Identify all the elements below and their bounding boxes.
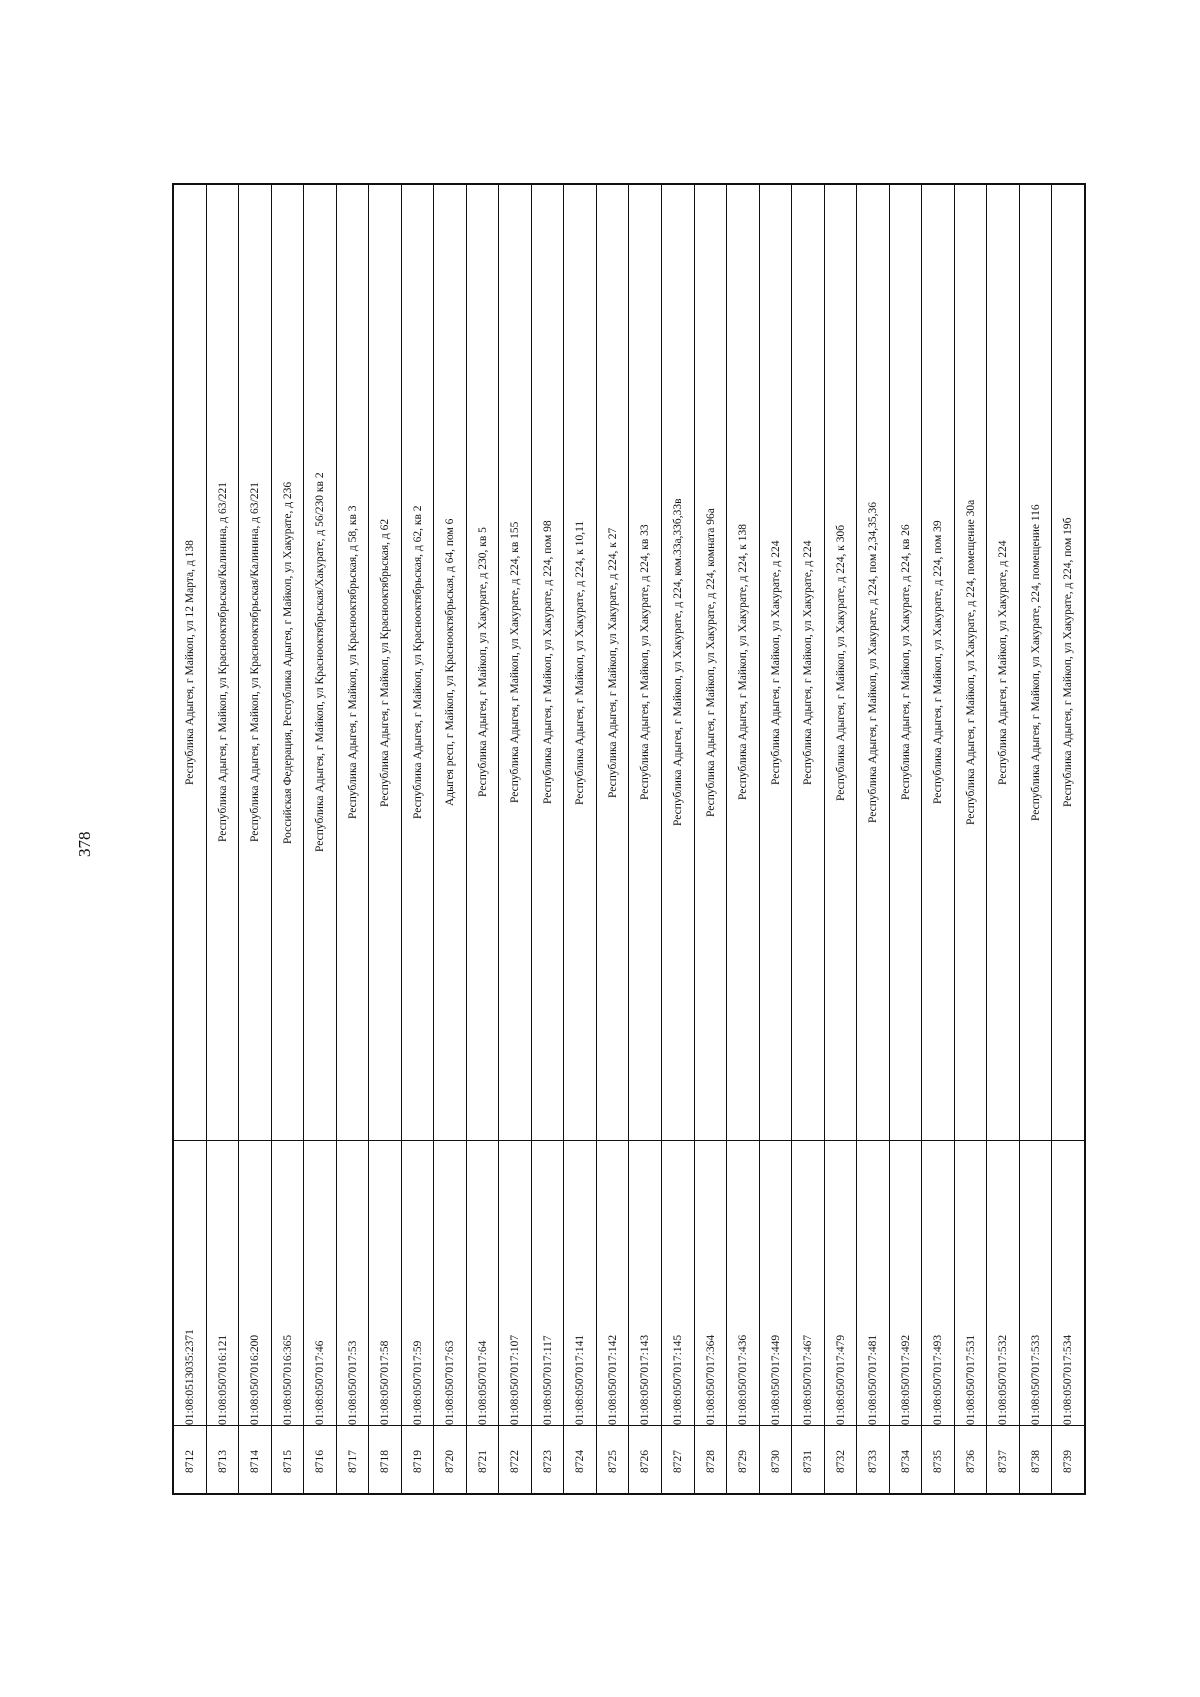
row-number-cell xyxy=(467,1425,499,1497)
row-number-text: 8722 xyxy=(509,1450,522,1473)
address-text: Республика Адыгея, г Майкоп, ул Краснооктябрьская, д 62 xyxy=(379,518,392,807)
cadastral-number-text: 01:08:0507017:58 xyxy=(379,1340,392,1425)
table-row xyxy=(890,185,923,1493)
cadastral-number-cell xyxy=(597,1140,629,1425)
row-number-cell xyxy=(987,1425,1019,1497)
table-row xyxy=(629,185,662,1493)
row-number-cell xyxy=(629,1425,661,1497)
row-number-cell xyxy=(662,1425,694,1497)
row-number-text: 8727 xyxy=(671,1450,684,1473)
row-number-text: 8735 xyxy=(932,1450,945,1473)
cadastral-number-text: 01:08:0507017:479 xyxy=(834,1334,847,1425)
cadastral-number-text: 01:08:0507017:532 xyxy=(997,1334,1010,1425)
address-text: Республика Адыгея, г Майкоп, ул Хакурате, д 224, к 138 xyxy=(737,524,750,801)
row-number-text: 8715 xyxy=(281,1450,294,1473)
cadastral-number-cell xyxy=(857,1140,889,1425)
row-number-cell xyxy=(792,1425,824,1497)
row-number-text: 8738 xyxy=(1029,1450,1042,1473)
table-row xyxy=(987,185,1020,1493)
table-row xyxy=(532,185,565,1493)
address-text: Республика Адыгея, г Майкоп, ул 12 Марта, д 138 xyxy=(184,540,196,785)
table-row xyxy=(499,185,532,1493)
table-row xyxy=(727,185,760,1493)
cadastral-number-text: 01:08:0507017:107 xyxy=(509,1334,522,1425)
address-text: Адыгея респ, г Майкоп, ул Краснооктябрьская, д 64, пом 6 xyxy=(444,518,457,807)
address-cell xyxy=(499,185,531,1140)
row-number-cell xyxy=(304,1425,336,1497)
cadastral-number-cell xyxy=(890,1140,922,1425)
row-number-text: 8719 xyxy=(411,1450,424,1473)
address-cell xyxy=(434,185,466,1140)
row-number-cell xyxy=(922,1425,954,1497)
row-number-cell xyxy=(272,1425,304,1497)
cadastral-number-text: 01:08:0507017:534 xyxy=(1062,1334,1075,1425)
cadastral-number-text: 01:08:0507017:117 xyxy=(541,1335,554,1425)
table-row xyxy=(272,185,305,1493)
address-cell xyxy=(955,185,987,1140)
row-number-text: 8729 xyxy=(737,1450,750,1473)
address-text: Республика Адыгея, г Майкоп, ул Хакурате, д 224, помещение 30а xyxy=(964,499,977,826)
row-number-text: 8733 xyxy=(867,1450,880,1473)
cadastral-number-text: 01:08:0507017:64 xyxy=(476,1340,489,1425)
address-text: Республика Адыгея, г Майкоп, ул Хакурате, д 224, кв 26 xyxy=(899,524,912,801)
table-row xyxy=(304,185,337,1493)
cadastral-number-cell xyxy=(922,1140,954,1425)
address-text: Республика Адыгея, г Майкоп, ул Хакурате, д 224, к 27 xyxy=(606,527,619,798)
table-row xyxy=(402,185,435,1493)
row-number-cell xyxy=(825,1425,857,1497)
address-cell xyxy=(304,185,336,1140)
cadastral-number-text: 01:08:0507017:145 xyxy=(671,1334,684,1425)
address-cell xyxy=(1052,185,1084,1140)
row-number-text: 8734 xyxy=(899,1450,912,1473)
address-cell xyxy=(629,185,661,1140)
row-number-text: 8717 xyxy=(346,1450,359,1473)
row-number-text: 8724 xyxy=(574,1450,587,1473)
row-number-text: 8716 xyxy=(314,1450,327,1473)
row-number-cell xyxy=(337,1425,369,1497)
cadastral-number-cell xyxy=(825,1140,857,1425)
table-row xyxy=(337,185,370,1493)
address-text: Республика Адыгея, г Майкоп, ул Хакурате, д 230, кв 5 xyxy=(476,527,489,798)
cadastral-number-text: 01:08:0507017:467 xyxy=(802,1334,815,1425)
cadastral-number-cell xyxy=(564,1140,596,1425)
address-text: Республика Адыгея, г Майкоп, ул Хакурате, д 224 xyxy=(802,540,815,785)
cadastral-number-text: 01:08:0507017:143 xyxy=(639,1334,652,1425)
row-number-cell xyxy=(499,1425,531,1497)
row-number-cell xyxy=(695,1425,727,1497)
cadastral-number-text: 01:08:0507017:141 xyxy=(574,1334,587,1425)
cadastral-number-cell xyxy=(987,1140,1019,1425)
row-number-text: 8732 xyxy=(834,1450,847,1473)
cadastral-number-cell xyxy=(792,1140,824,1425)
row-number-text: 8714 xyxy=(249,1450,262,1473)
address-cell xyxy=(760,185,792,1140)
row-number-text: 8728 xyxy=(704,1450,717,1473)
row-number-cell xyxy=(402,1425,434,1497)
table-row xyxy=(955,185,988,1493)
page-number: 378 xyxy=(75,831,94,857)
cadastral-number-text: 01:08:0507016:200 xyxy=(249,1334,262,1425)
address-cell xyxy=(402,185,434,1140)
address-cell xyxy=(564,185,596,1140)
cadastral-number-text: 01:08:0507017:364 xyxy=(704,1334,717,1425)
cadastral-number-text: 01:08:0507017:59 xyxy=(411,1340,424,1425)
address-cell xyxy=(532,185,564,1140)
address-cell xyxy=(467,185,499,1140)
address-text: Республика Адыгея, г Майкоп, ул Хакурате, д 224, пом 2,34,35,36 xyxy=(867,502,880,823)
table-row xyxy=(467,185,500,1493)
row-number-cell xyxy=(369,1425,401,1497)
address-text: Республика Адыгея, г Майкоп, ул Краснооктябрьская, д 58, кв 3 xyxy=(346,505,359,820)
row-number-text: 8731 xyxy=(802,1450,815,1473)
address-text: Республика Адыгея, г Майкоп, ул Хакурате, д 224, пом 19б xyxy=(1062,517,1075,808)
table-row xyxy=(369,185,402,1493)
row-number-text: 8713 xyxy=(216,1450,229,1473)
table-row xyxy=(174,185,207,1493)
cadastral-number-text: 01:08:0507017:493 xyxy=(932,1334,945,1425)
table-row xyxy=(695,185,728,1493)
address-text: Республика Адыгея, г Майкоп, ул Хакурате, д 224, ком.33а,33б,33в xyxy=(671,498,684,827)
cadastral-number-cell xyxy=(369,1140,401,1425)
row-number-text: 8721 xyxy=(476,1450,489,1473)
address-cell xyxy=(922,185,954,1140)
address-cell xyxy=(987,185,1019,1140)
address-cell xyxy=(597,185,629,1140)
address-text: Республика Адыгея, г Майкоп, ул Хакурате, 224, помещение 116 xyxy=(1029,504,1042,821)
row-number-cell xyxy=(727,1425,759,1497)
row-number-text: 8723 xyxy=(541,1450,554,1473)
cadastral-number-cell xyxy=(434,1140,466,1425)
row-number-text: 8720 xyxy=(444,1450,457,1473)
address-text: Республика Адыгея, г Майкоп, ул Краснооктябрьская/Калинина, д 63/221 xyxy=(216,482,229,843)
cadastral-number-cell xyxy=(337,1140,369,1425)
row-number-text: 8725 xyxy=(606,1450,619,1473)
cadastral-number-cell xyxy=(1020,1140,1052,1425)
row-number-cell xyxy=(564,1425,596,1497)
cadastral-number-text: 01:08:0507016:121 xyxy=(216,1334,229,1425)
address-cell xyxy=(825,185,857,1140)
row-number-cell xyxy=(532,1425,564,1497)
row-number-cell xyxy=(890,1425,922,1497)
cadastral-number-cell xyxy=(402,1140,434,1425)
row-number-text: 8712 xyxy=(184,1450,196,1473)
table-row xyxy=(857,185,890,1493)
address-cell xyxy=(727,185,759,1140)
cadastral-number-text: 01:08:0507017:436 xyxy=(737,1334,750,1425)
cadastral-number-cell xyxy=(467,1140,499,1425)
cadastral-number-cell xyxy=(1052,1140,1084,1425)
row-number-cell xyxy=(1052,1425,1084,1497)
cadastral-number-text: 01:08:0507016:365 xyxy=(281,1334,294,1425)
cadastral-number-text: 01:08:0507017:492 xyxy=(899,1334,912,1425)
address-cell xyxy=(890,185,922,1140)
address-text: Республика Адыгея, г Майкоп, ул Хакурате, д 224, кв 33 xyxy=(639,524,652,801)
address-text: Российская Федерация, Республика Адыгея, г Майкоп, ул Хакурате, д 236 xyxy=(281,481,294,844)
table-row xyxy=(434,185,467,1493)
cadastral-number-text: 01:08:0513035:2371 xyxy=(184,1329,196,1425)
row-number-text: 8730 xyxy=(769,1450,782,1473)
address-cell xyxy=(662,185,694,1140)
address-text: Республика Адыгея, г Майкоп, ул Хакурате, д 224, пом 39 xyxy=(932,520,945,805)
cadastral-number-text: 01:08:0507017:481 xyxy=(867,1334,880,1425)
cadastral-number-cell xyxy=(304,1140,336,1425)
address-cell xyxy=(337,185,369,1140)
table-row xyxy=(662,185,695,1493)
cadastral-number-cell xyxy=(239,1140,271,1425)
cadastral-number-text: 01:08:0507017:63 xyxy=(444,1340,457,1425)
cadastral-number-cell xyxy=(695,1140,727,1425)
row-number-cell xyxy=(857,1425,889,1497)
row-number-text: 8736 xyxy=(964,1450,977,1473)
cadastral-number-cell xyxy=(727,1140,759,1425)
records-table xyxy=(172,183,1086,1495)
address-cell xyxy=(239,185,271,1140)
cadastral-number-text: 01:08:0507017:53 xyxy=(346,1340,359,1425)
table-row xyxy=(825,185,858,1493)
address-cell xyxy=(369,185,401,1140)
table-row xyxy=(1020,185,1053,1493)
row-number-text: 8718 xyxy=(379,1450,392,1473)
row-number-text: 8737 xyxy=(997,1450,1010,1473)
cadastral-number-cell xyxy=(532,1140,564,1425)
row-number-cell xyxy=(760,1425,792,1497)
address-cell xyxy=(272,185,304,1140)
address-text: Республика Адыгея, г Майкоп, ул Краснооктябрьская/Хакурате, д 56/230 кв 2 xyxy=(314,472,327,853)
row-number-cell xyxy=(955,1425,987,1497)
cadastral-number-cell xyxy=(629,1140,661,1425)
table-row xyxy=(207,185,240,1493)
row-number-text: 8726 xyxy=(639,1450,652,1473)
cadastral-number-cell xyxy=(662,1140,694,1425)
address-cell xyxy=(695,185,727,1140)
row-number-cell xyxy=(174,1425,206,1497)
address-text: Республика Адыгея, г Майкоп, ул Хакурате, д 224 xyxy=(769,540,782,785)
cadastral-number-text: 01:08:0507017:46 xyxy=(314,1340,327,1425)
address-text: Республика Адыгея, г Майкоп, ул Хакурате, д 224 xyxy=(997,540,1010,785)
row-number-cell xyxy=(239,1425,271,1497)
cadastral-number-text: 01:08:0507017:533 xyxy=(1029,1334,1042,1425)
address-text: Республика Адыгея, г Майкоп, ул Краснооктябрьская, д 62, кв 2 xyxy=(411,505,424,820)
address-text: Республика Адыгея, г Майкоп, ул Краснооктябрьская/Калинина, д 63/221 xyxy=(249,482,262,843)
cadastral-number-cell xyxy=(272,1140,304,1425)
row-number-cell xyxy=(434,1425,466,1497)
cadastral-number-text: 01:08:0507017:142 xyxy=(606,1334,619,1425)
table-row xyxy=(760,185,793,1493)
cadastral-number-text: 01:08:0507017:531 xyxy=(964,1334,977,1425)
address-text: Республика Адыгея, г Майкоп, ул Хакурате, д 224, комната 96а xyxy=(704,508,717,817)
cadastral-number-cell xyxy=(499,1140,531,1425)
cadastral-number-cell xyxy=(174,1140,206,1425)
row-number-text: 8739 xyxy=(1062,1450,1075,1473)
table-row xyxy=(922,185,955,1493)
table-row xyxy=(564,185,597,1493)
address-text: Республика Адыгея, г Майкоп, ул Хакурате, д 224, к 10,11 xyxy=(574,520,587,805)
cadastral-number-cell xyxy=(207,1140,239,1425)
row-number-cell xyxy=(1020,1425,1052,1497)
address-cell xyxy=(1020,185,1052,1140)
table-row xyxy=(1052,185,1084,1493)
row-number-cell xyxy=(207,1425,239,1497)
address-text: Республика Адыгея, г Майкоп, ул Хакурате, д 224, пом 98 xyxy=(541,520,554,805)
address-cell xyxy=(857,185,889,1140)
table-row xyxy=(239,185,272,1493)
address-text: Республика Адыгея, г Майкоп, ул Хакурате, д 224, кв 155 xyxy=(509,521,522,804)
address-cell xyxy=(207,185,239,1140)
cadastral-number-text: 01:08:0507017:449 xyxy=(769,1334,782,1425)
address-cell xyxy=(174,185,206,1140)
address-text: Республика Адыгея, г Майкоп, ул Хакурате, д 224, к 30б xyxy=(834,524,847,801)
table-row xyxy=(597,185,630,1493)
cadastral-number-cell xyxy=(760,1140,792,1425)
cadastral-number-cell xyxy=(955,1140,987,1425)
address-cell xyxy=(792,185,824,1140)
table-row xyxy=(792,185,825,1493)
row-number-cell xyxy=(597,1425,629,1497)
